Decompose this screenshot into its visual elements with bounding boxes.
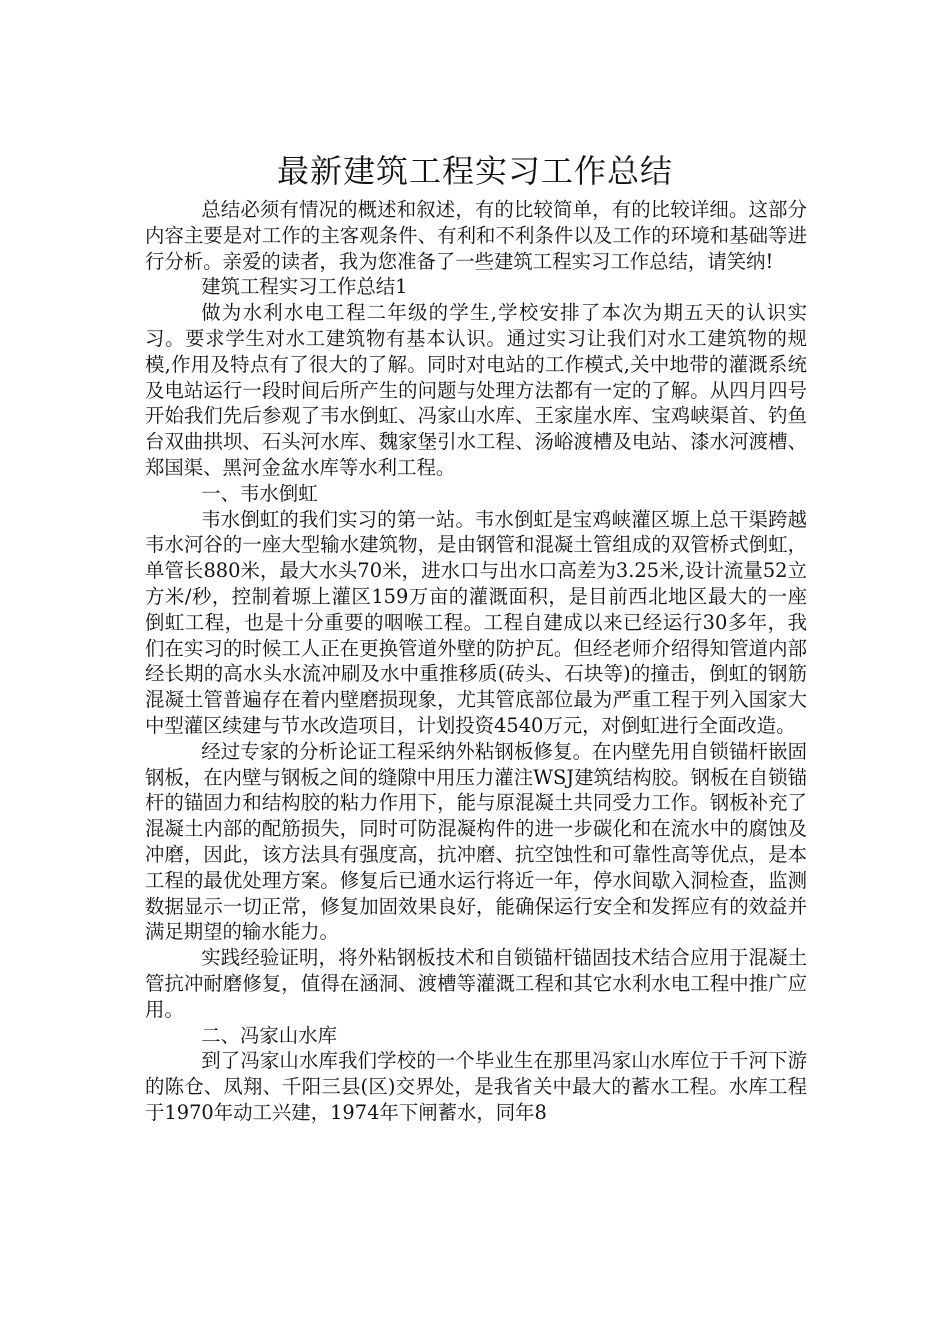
document-title: 最新建筑工程实习工作总结: [276, 152, 673, 191]
body-paragraph: 到了冯家山水库我们学校的一个毕业生在那里冯家山水库位于千河下游的陈仓、凤翔、千阳三县(区)交界处，是我省关中最大的蓄水工程。水库工程于1970年动工兴建，1974年下闸蓄水，同年8: [145, 1049, 807, 1124]
body-paragraph: 做为水利水电工程二年级的学生,学校安排了本次为期五天的认识实习。要求学生对水工建筑物有基本认识。通过实习让我们对水工建筑物的规模,作用及特点有了很大的了解。同时对电站的工作模式,关中地带的灌溉系统及电站运行一段时间后所产生的问题与处理方法都有一定的了解。从四月四号开始我们先后参观了韦水倒虹、冯家山水库、王家崖水库、宝鸡峡渠首、钓鱼台双曲拱坝、石头河水库、魏家堡引水工程、汤峪渡槽及电站、漆水河渡槽、郑国渠、黑河金盆水库等水利工程。: [145, 301, 807, 479]
section-heading-weishui: 一、韦水倒虹: [201, 481, 318, 505]
section-heading-fengjiashan: 二、冯家山水库: [201, 1023, 337, 1047]
body-paragraph: 经过专家的分析论证工程采纳外粘钢板修复。在内壁先用自锁锚杆嵌固钢板，在内壁与钢板之间的缝隙中用压力灌注WSJ建筑结构胶。钢板在自锁锚杆的锚固力和结构胶的粘力作用下，能与原混凝土共同受力工作。钢板补充了混凝土内部的配筋损失，同时可防混凝构件的进一步碳化和在流水中的腐蚀及冲磨，因此，该方法具有强度高，抗冲磨、抗空蚀性和可靠性高等优点，是本工程的最优处理方案。修复后已通水运行将近一年，停水间歇入洞检查，监测数据显示一切正常，修复加固效果良好，能确保运行安全和发挥应有的效益并满足期望的输水能力。: [145, 739, 807, 944]
intro-paragraph: 总结必须有情况的概述和叙述，有的比较简单，有的比较详细。这部分内容主要是对工作的主客观条件、有利和不利条件以及工作的环境和基础等进行分析。亲爱的读者，我为您准备了一些建筑工程实习工作总结，请笑纳!: [145, 198, 807, 273]
section-heading-summary-1: 建筑工程实习工作总结1: [201, 275, 408, 299]
body-paragraph: 韦水倒虹的我们实习的第一站。韦水倒虹是宝鸡峡灌区塬上总干渠跨越韦水河谷的一座大型输水建筑物，是由钢管和混凝土管组成的双管桥式倒虹，单管长880米，最大水头70米，进水口与出水口高差为3.25米,设计流量52立方米/秒，控制着塬上灌区159万亩的灌溉面积，是目前西北地区最大的一座倒虹工程，也是十分重要的咽喉工程。工程自建成以来已经运行30多年，我们在实习的时候工人正在更换管道外壁的防护瓦。但经老师介绍得知管道内部经长期的高水头水流冲刷及水中重推移质(砖头、石块等)的撞击，倒虹的钢筋混凝土管普遍存在着内壁磨损现象，尤其管底部位最为严重工程于列入国家大中型灌区续建与节水改造项目，计划投资4540万元，对倒虹进行全面改造。: [145, 507, 807, 737]
document-body: [145, 197, 807, 1126]
body-paragraph: 实践经验证明，将外粘钢板技术和自锁锚杆锚固技术结合应用于混凝土管抗冲耐磨修复，值得在涵洞、渡槽等灌溉工程和其它水利水电工程中推广应用。: [145, 946, 807, 1021]
